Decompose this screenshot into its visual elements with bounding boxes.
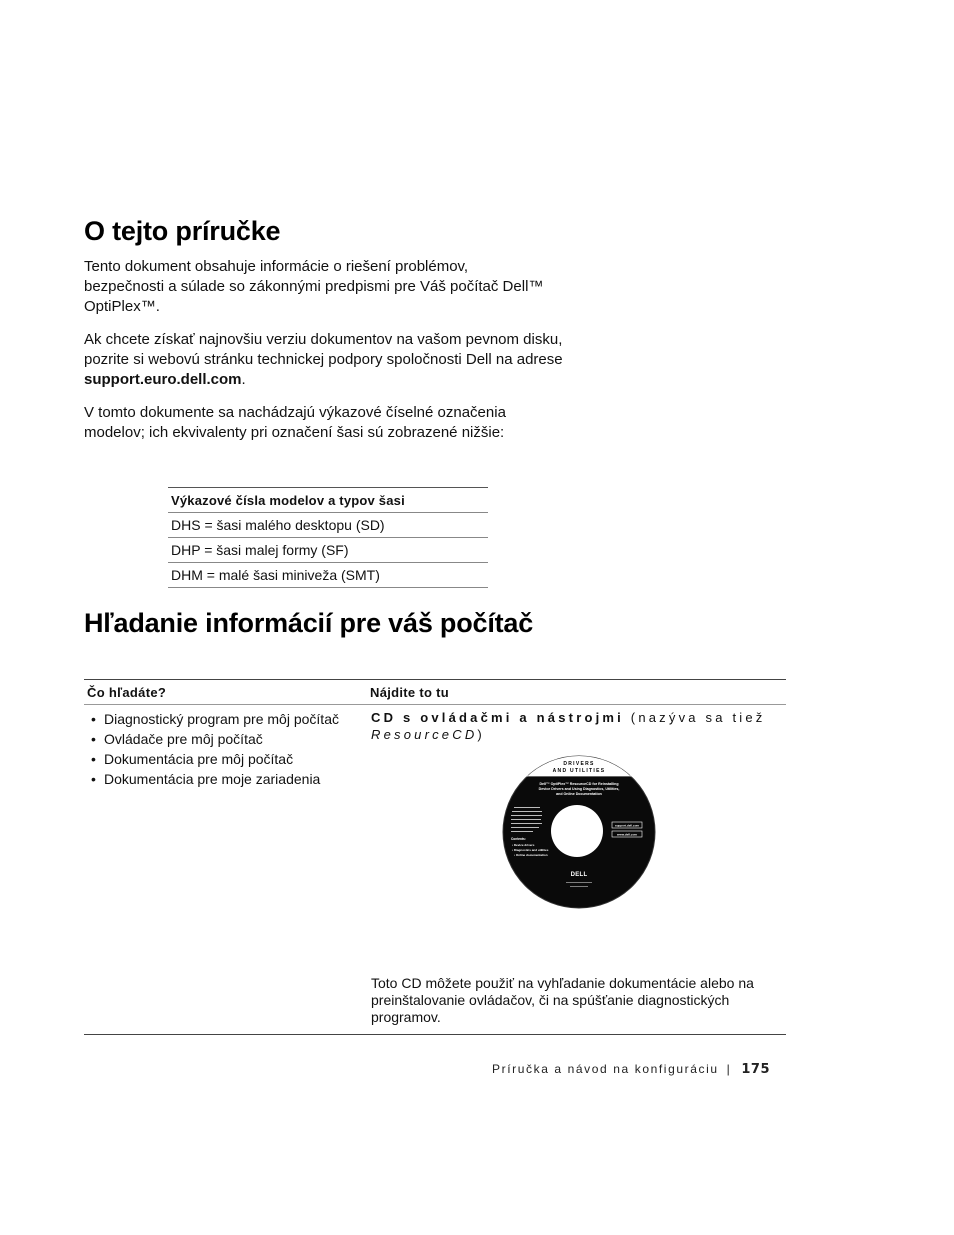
info-col1-cell (84, 705, 367, 1035)
support-link-text: support.euro.dell.com (84, 371, 242, 388)
page-footer (492, 1062, 770, 1077)
info-col1-header: Čo hľadáte? (84, 680, 367, 705)
section-heading-finding-info: Hľadanie informácií pre váš počítač (84, 608, 534, 638)
cd-title-italic: ResourceCD (371, 727, 478, 742)
info-table (84, 679, 786, 1035)
cd-contents-item: • Online documentation (514, 853, 548, 857)
cd-band-line2: AND UTILITIES (552, 768, 606, 774)
cd-description: Toto CD môžete použiť na vyhľadanie dokumentácie alebo na preinštalovanie ovládačov, či na spúšťanie diagnostických programov. (371, 975, 754, 1025)
cd-title-rest: (nazýva sa tiež (623, 710, 766, 725)
model-row-dhs: DHS = šasi malého desktopu (SD) (168, 513, 488, 538)
cd-title-line1: Dell™ OptiPlex™ ResourceCD for Reinstalling (539, 782, 619, 786)
list-item: • Ovládače pre môj počítač (88, 729, 367, 749)
cd-center-hole (551, 805, 603, 857)
list-item: • Dokumentácia pre môj počítač (88, 749, 367, 769)
footer-separator: | (726, 1062, 732, 1076)
cd-site-1: support.dell.com (614, 823, 640, 828)
intro-paragraph: Tento dokument obsahuje informácie o riešení problémov, bezpečnosti a súlade so zákonnými predpismi pre Váš počítač Dell™ OptiPlex™. (84, 258, 544, 315)
model-table-header: Výkazové čísla modelov a typov šasi (168, 488, 488, 513)
cd-contents-item: • Diagnostics and utilities (512, 848, 549, 852)
cd-title (371, 709, 786, 743)
section-heading-about: O tejto príručke (84, 216, 281, 246)
cd-title-line3: and Online Documentation (556, 792, 602, 796)
looking-for-list (88, 709, 367, 789)
cd-copyright-line (566, 882, 592, 883)
page-number: 175 (741, 1062, 770, 1077)
latest-docs-paragraph (84, 330, 574, 390)
list-item: • Dokumentácia pre moje zariadenia (88, 769, 367, 789)
cd-copyright-line (570, 886, 588, 887)
footer-title: Príručka a návod na konfiguráciu (492, 1062, 719, 1076)
model-numbers-paragraph: V tomto dokumente sa nachádzajú výkazové číselné označenia modelov; ich ekvivalenty pri označení šasi sú zobrazené nižšie: (84, 404, 506, 441)
cd-image (371, 755, 786, 961)
cd-title-line2: Device Drivers and Using Diagnostics, Utilities, (538, 787, 620, 791)
cd-contents-label: Contents: (511, 837, 526, 841)
cd-title-close: ) (477, 727, 485, 742)
resource-cd-disc (502, 755, 656, 909)
latest-docs-text: Ak chcete získať najnovšiu verziu dokumentov na vašom pevnom disku, pozrite si webovú stránku technickej podpory spoločnosti Dell na adrese (84, 331, 563, 368)
info-col2-header: Nájdite to tu (367, 680, 786, 705)
dell-logo: DELL (570, 872, 588, 878)
list-item: • Diagnostický program pre môj počítač (88, 709, 367, 729)
info-col2-cell (367, 705, 786, 1035)
cd-site-2: www.dell.com (617, 832, 637, 837)
model-row-dhp: DHP = šasi malej formy (SF) (168, 538, 488, 563)
model-table (168, 487, 488, 588)
cd-title-bold: CD s ovládačmi a nástrojmi (371, 710, 624, 725)
latest-docs-end: . (241, 371, 246, 388)
cd-contents-item: • Device drivers (512, 843, 535, 847)
model-row-dhm: DHM = malé šasi minivеža (SMT) (168, 563, 488, 588)
cd-band-line1: DRIVERS (563, 761, 595, 767)
